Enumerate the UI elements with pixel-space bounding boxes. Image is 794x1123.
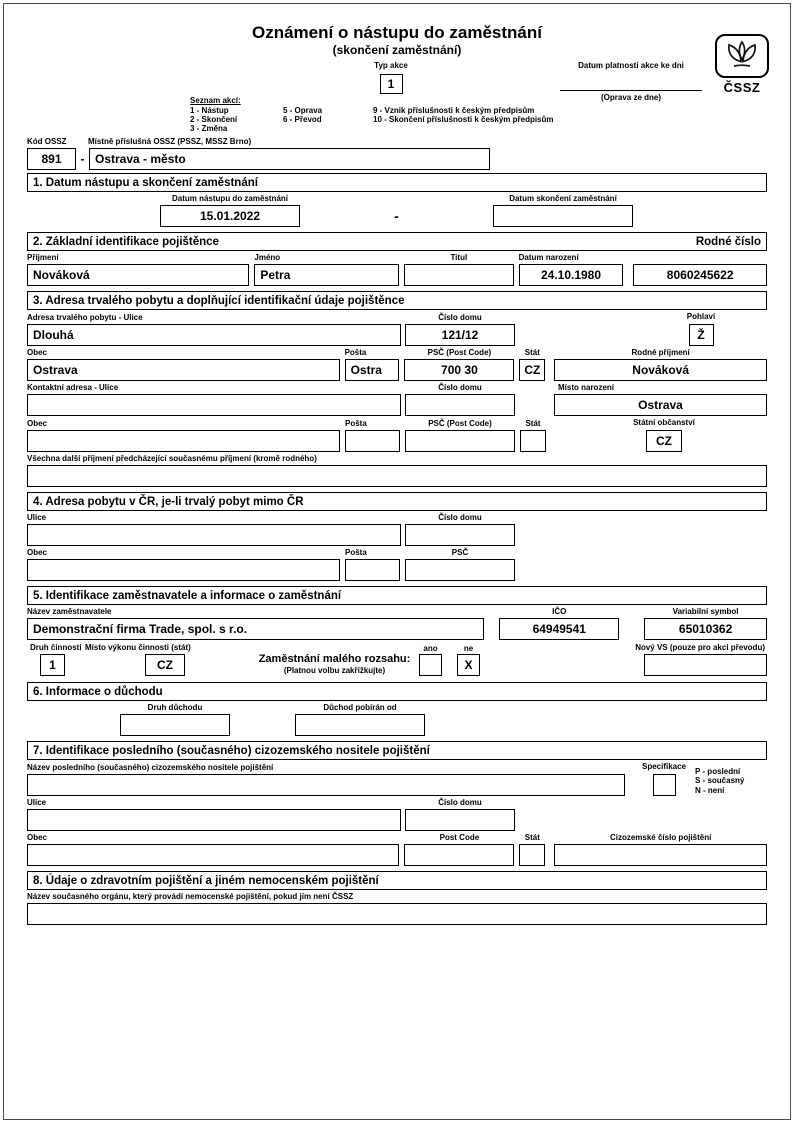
kontakt-stat-label: Stát xyxy=(525,419,541,428)
specifikace-legend-item: P - poslední xyxy=(695,766,741,776)
ciz-ulice-field[interactable] xyxy=(27,809,401,831)
section-5 xyxy=(27,586,767,677)
seznam-col-2 xyxy=(283,106,373,133)
section-5-header xyxy=(27,586,767,605)
section-1-header xyxy=(27,173,767,192)
pobyt-obec-group xyxy=(27,548,340,581)
jmeno-label: Jméno xyxy=(254,253,281,262)
datum-narozeni-label: Datum narození xyxy=(518,253,579,262)
variabilni-symbol-group xyxy=(644,607,767,640)
druh-duchodu-group xyxy=(120,703,230,736)
logo-label: ČSSZ xyxy=(723,80,761,95)
pobyt-cislo-domu-field[interactable] xyxy=(405,524,515,546)
novy-vs-field[interactable] xyxy=(644,654,767,676)
ciz-ulice-label: Ulice xyxy=(27,798,47,807)
seznam-col-1 xyxy=(190,106,283,133)
rodne-prijmeni-label: Rodné příjmení xyxy=(631,348,690,357)
section-6-header xyxy=(27,682,767,701)
jmeno-group xyxy=(254,253,399,286)
form-content xyxy=(4,173,790,925)
prijmeni-group xyxy=(27,253,249,286)
pobyt-obec-field[interactable] xyxy=(27,559,340,581)
typ-akce-field[interactable]: 1 xyxy=(380,74,403,94)
stat-label: Stát xyxy=(524,348,540,357)
posta-group xyxy=(345,348,400,381)
ciz-cislo-domu-label: Číslo domu xyxy=(438,798,482,807)
dalsi-prijmeni-group xyxy=(27,454,767,487)
datum-skonceni-field[interactable] xyxy=(493,205,633,227)
section-1-title: 1. Datum nástupu a skončení zaměstnání xyxy=(33,176,258,189)
kontakt-psc-group xyxy=(405,419,515,452)
section-3-title: 3. Adresa trvalého pobytu a doplňující identifikační údaje pojištěnce xyxy=(33,294,405,307)
druh-duchodu-field[interactable] xyxy=(120,714,230,736)
zamestnavatel-field[interactable]: Demonstrační firma Trade, spol. s r.o. xyxy=(27,618,484,640)
cizozemsky-nositel-group xyxy=(27,763,625,796)
pobyt-ulice-label: Ulice xyxy=(27,513,47,522)
date-range-dash: - xyxy=(394,208,399,224)
ciz-stat-field[interactable] xyxy=(519,844,545,866)
druh-cinnosti-field[interactable]: 1 xyxy=(40,654,65,676)
pohlavi-label: Pohlaví xyxy=(686,312,716,321)
datum-platnosti-group xyxy=(556,61,706,103)
section-7 xyxy=(27,741,767,866)
section-4-header xyxy=(27,492,767,511)
misto-narozeni-field[interactable]: Ostrava xyxy=(554,394,767,416)
section-4 xyxy=(27,492,767,581)
specifikace-group xyxy=(639,762,689,796)
ico-group xyxy=(499,607,619,640)
zdravotni-organ-group xyxy=(27,892,767,925)
ossz-name-field[interactable]: Ostrava - město xyxy=(89,148,490,170)
cislo-domu-field[interactable]: 121/12 xyxy=(405,324,515,346)
datum-narozeni-group xyxy=(519,253,624,286)
ciz-post-code-label: Post Code xyxy=(439,833,480,842)
kontakt-psc-field[interactable] xyxy=(405,430,515,452)
datum-nastupu-group xyxy=(160,194,300,227)
seznam-item: 1 - Nástup xyxy=(190,106,229,115)
duchod-od-field[interactable] xyxy=(295,714,425,736)
ciz-cislo-pojisteni-label: Cizozemské číslo pojištění xyxy=(609,833,712,842)
misto-narozeni-group xyxy=(554,383,767,416)
stat-group xyxy=(519,348,545,381)
oprava-ze-dne-label: (Oprava ze dne) xyxy=(600,93,661,102)
zamestnavatel-label: Název zaměstnavatele xyxy=(27,607,112,616)
dalsi-prijmeni-field[interactable] xyxy=(27,465,767,487)
prijmeni-field[interactable]: Nováková xyxy=(27,264,249,286)
ciz-ulice-group xyxy=(27,798,401,831)
ciz-cislo-domu-group xyxy=(405,798,515,831)
duchod-od-label: Důchod pobírán od xyxy=(323,703,397,712)
section-5-title: 5. Identifikace zaměstnavatele a informace o zaměstnání xyxy=(33,589,342,602)
ossz-name-label: Místně příslušná OSSZ (PSSZ, MSSZ Brno) xyxy=(88,137,252,146)
zdravotni-organ-label: Název současného orgánu, který provádí nemocenské pojištění, pokud jím není ČSSZ xyxy=(27,892,354,901)
pobyt-posta-group xyxy=(345,548,400,581)
pobyt-cislo-domu-label: Číslo domu xyxy=(438,513,482,522)
psc-label: PSČ (Post Code) xyxy=(427,348,492,357)
ciz-obec-group xyxy=(27,833,399,866)
titul-label: Titul xyxy=(450,253,468,262)
kontakt-obec-label: Obec xyxy=(27,419,48,428)
pobyt-obec-label: Obec xyxy=(27,548,48,557)
ne-label: ne xyxy=(463,644,474,653)
ciz-stat-label: Stát xyxy=(524,833,540,842)
kontakt-ulice-field[interactable] xyxy=(27,394,401,416)
specifikace-legend xyxy=(695,767,744,796)
obec-field[interactable]: Ostrava xyxy=(27,359,340,381)
jmeno-field[interactable]: Petra xyxy=(254,264,399,286)
section-1 xyxy=(27,173,767,227)
section-3-header xyxy=(27,291,767,310)
ne-checkbox[interactable]: X xyxy=(457,654,480,676)
kontakt-posta-field[interactable] xyxy=(345,430,400,452)
obcanstvi-group xyxy=(619,418,709,452)
seznam-item: 9 - Vznik příslušnosti k českým předpisům xyxy=(373,106,535,115)
ciz-cislo-domu-field[interactable] xyxy=(405,809,515,831)
rodne-prijmeni-group xyxy=(554,348,767,381)
form-header xyxy=(4,4,790,173)
ossz-group xyxy=(27,137,767,170)
section-6-title: 6. Informace o důchodu xyxy=(33,685,163,698)
kontakt-ulice-group xyxy=(27,383,401,416)
section-7-title: 7. Identifikace posledního (současného) cizozemského nositele pojištění xyxy=(33,744,430,757)
cislo-domu-group xyxy=(405,313,515,346)
zamestnani-detail-row xyxy=(27,643,767,677)
rodne-cislo-field[interactable]: 8060245622 xyxy=(633,264,767,286)
pohlavi-group xyxy=(681,312,721,346)
kontakt-psc-label: PSČ (Post Code) xyxy=(428,419,492,428)
kod-ossz-field[interactable]: 891 xyxy=(27,148,76,170)
zamestnavatel-group xyxy=(27,607,484,640)
druh-cinnosti-label: Druh činnosti xyxy=(30,643,82,652)
section-6 xyxy=(27,682,767,736)
specifikace-field[interactable] xyxy=(653,774,676,796)
datum-skonceni-label: Datum skončení zaměstnání xyxy=(509,194,617,203)
trvaly-ulice-group xyxy=(27,313,401,346)
maly-rozsah-sublabel: (Platnou volbu zakřížkujte) xyxy=(283,666,386,675)
posta-label: Pošta xyxy=(344,348,367,357)
rodne-cislo-group xyxy=(633,264,767,286)
cssz-logo xyxy=(714,34,770,95)
section-8-title: 8. Údaje o zdravotním pojištění a jiném nemocenském pojištění xyxy=(33,874,379,887)
kontakt-obec-group xyxy=(27,419,340,452)
kontakt-posta-group xyxy=(345,419,400,452)
seznam-item: 3 - Změna xyxy=(190,124,228,133)
kontakt-cislo-domu-label: Číslo domu xyxy=(438,383,482,392)
zdravotni-organ-field[interactable] xyxy=(27,903,767,925)
tulip-icon xyxy=(715,34,769,78)
typ-akce-group xyxy=(356,61,426,94)
cislo-domu-label: Číslo domu xyxy=(438,313,482,322)
seznam-item: 2 - Skončení xyxy=(190,115,238,124)
datum-nastupu-field[interactable]: 15.01.2022 xyxy=(160,205,300,227)
rodne-cislo-header: Rodné číslo xyxy=(695,235,761,248)
cizozemsky-nositel-field[interactable] xyxy=(27,774,625,796)
psc-group xyxy=(404,348,514,381)
seznam-akci xyxy=(190,96,554,133)
maly-rozsah-label: Zaměstnání malého rozsahu: xyxy=(258,653,411,665)
section-2-header xyxy=(27,232,767,251)
section-2 xyxy=(27,232,767,286)
seznam-akci-title: Seznam akcí: xyxy=(190,96,241,105)
specifikace-legend-item: S - současný xyxy=(695,776,745,785)
ciz-post-code-group xyxy=(404,833,514,866)
section-7-header xyxy=(27,741,767,760)
variabilni-symbol-field[interactable]: 65010362 xyxy=(644,618,767,640)
kontakt-cislo-domu-field[interactable] xyxy=(405,394,515,416)
ciz-obec-field[interactable] xyxy=(27,844,399,866)
ciz-post-code-field[interactable] xyxy=(404,844,514,866)
ciz-stat-group xyxy=(519,833,545,866)
ico-field[interactable]: 64949541 xyxy=(499,618,619,640)
obcanstvi-field[interactable]: CZ xyxy=(646,430,682,452)
rodne-prijmeni-field[interactable]: Nováková xyxy=(554,359,767,381)
section-4-title: 4. Adresa pobytu v ČR, je-li trvalý pobyt mimo ČR xyxy=(33,495,304,508)
kontakt-cislo-domu-group xyxy=(405,383,515,416)
ciz-obec-label: Obec xyxy=(27,833,48,842)
dalsi-prijmeni-label: Všechna další příjmení předcházející současnému příjmení (kromě rodného) xyxy=(27,454,317,463)
datum-platnosti-field[interactable] xyxy=(560,90,702,91)
typ-akce-label: Typ akce xyxy=(374,61,408,70)
section-8-header xyxy=(27,871,767,890)
pobyt-psc-field[interactable] xyxy=(405,559,515,581)
specifikace-legend-item: N - není xyxy=(695,785,725,795)
kontakt-ulice-label: Kontaktní adresa - Ulice xyxy=(27,383,119,392)
ano-label: ano xyxy=(423,644,438,653)
datum-narozeni-field[interactable]: 24.10.1980 xyxy=(519,264,624,286)
pobyt-cislo-domu-group xyxy=(405,513,515,546)
section-8 xyxy=(27,871,767,925)
ciz-cislo-pojisteni-group xyxy=(554,833,767,866)
seznam-col-3 xyxy=(373,106,554,133)
misto-vykonu-label: Místo výkonu činnosti (stát) xyxy=(85,643,191,652)
specifikace-label: Specifikace xyxy=(641,762,687,771)
datum-platnosti-label: Datum platnosti akce ke dni xyxy=(578,61,684,70)
obec-label: Obec xyxy=(27,348,48,357)
trvaly-ulice-label: Adresa trvalého pobytu - Ulice xyxy=(27,313,143,322)
maly-rozsah-group xyxy=(232,654,437,675)
page-title: Oznámení o nástupu do zaměstnání xyxy=(252,23,542,42)
stat-field[interactable]: CZ xyxy=(519,359,545,381)
kontakt-posta-label: Pošta xyxy=(345,419,367,428)
trvaly-ulice-field[interactable]: Dlouhá xyxy=(27,324,401,346)
variabilni-symbol-label: Variabilní symbol xyxy=(672,607,739,616)
kontakt-stat-group xyxy=(520,419,546,452)
datum-skonceni-group xyxy=(493,194,633,227)
druh-duchodu-label: Druh důchodu xyxy=(147,703,203,712)
obcanstvi-label: Státní občanství xyxy=(633,418,695,427)
pobyt-ulice-field[interactable] xyxy=(27,524,401,546)
kontakt-obec-field[interactable] xyxy=(27,430,340,452)
ossz-dash-separator: - xyxy=(80,152,85,166)
pobyt-psc-group xyxy=(405,548,515,581)
pobyt-posta-field[interactable] xyxy=(345,559,400,581)
posta-field[interactable]: Ostra xyxy=(345,359,400,381)
duchod-od-group xyxy=(295,703,425,736)
pobyt-posta-label: Pošta xyxy=(345,548,367,557)
ano-checkbox[interactable] xyxy=(419,654,442,676)
pobyt-ulice-group xyxy=(27,513,401,546)
ciz-cislo-pojisteni-field[interactable] xyxy=(554,844,767,866)
titul-group xyxy=(404,253,514,286)
kontakt-stat-field[interactable] xyxy=(520,430,546,452)
form-page xyxy=(3,3,791,1120)
pobyt-psc-label: PSČ xyxy=(451,548,469,557)
misto-vykonu-field[interactable]: CZ xyxy=(145,654,185,676)
novy-vs-label: Nový VS (pouze pro akci převodu) xyxy=(635,643,765,652)
cizozemsky-nositel-label: Název posledního (současného) cizozemského nositele pojištění xyxy=(27,763,274,772)
kod-ossz-label: Kód OSSZ xyxy=(27,137,67,146)
datum-nastupu-label: Datum nástupu do zaměstnání xyxy=(171,194,288,203)
seznam-item: 6 - Převod xyxy=(283,115,322,124)
section-2-title: 2. Základní identifikace pojištěnce xyxy=(33,235,219,248)
seznam-item: 10 - Skončení příslušnosti k českým předpisům xyxy=(373,115,554,124)
pohlavi-field[interactable]: Ž xyxy=(689,324,714,346)
ico-label: IČO xyxy=(552,607,567,616)
section-3 xyxy=(27,291,767,487)
titul-field[interactable] xyxy=(404,264,514,286)
seznam-item: 5 - Oprava xyxy=(283,106,323,115)
page-subtitle: (skončení zaměstnání) xyxy=(332,43,462,57)
obec-group xyxy=(27,348,340,381)
psc-field[interactable]: 700 30 xyxy=(404,359,514,381)
prijmeni-label: Příjmení xyxy=(27,253,59,262)
misto-narozeni-label: Místo narození xyxy=(558,383,615,392)
